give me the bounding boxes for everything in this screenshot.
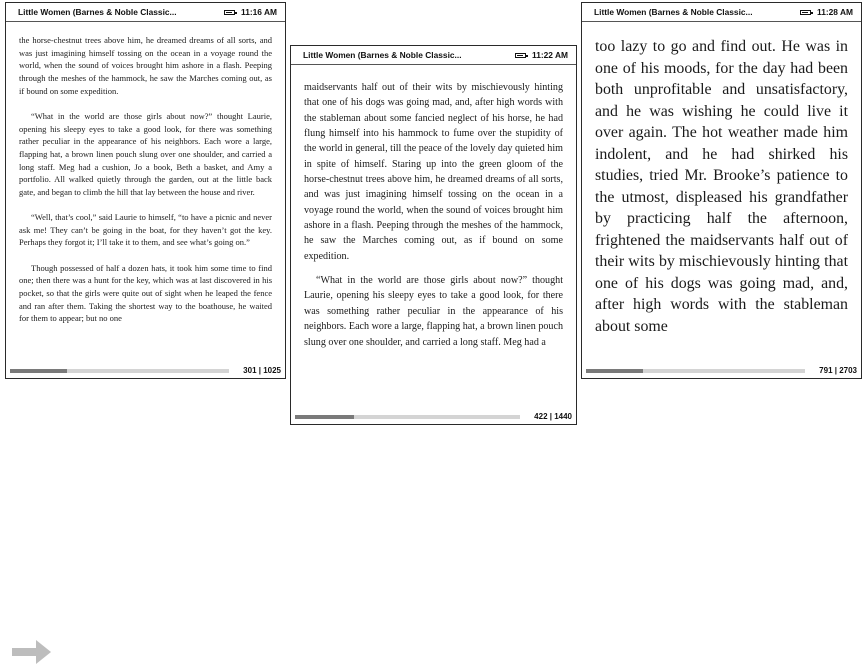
reader-screen-medium-font [290, 45, 577, 425]
page-counter: 301 | 1025 [243, 366, 281, 375]
reading-progress-footer [10, 366, 281, 375]
right-arrow-icon[interactable] [10, 637, 54, 667]
progress-fill [295, 415, 354, 419]
reader-screen-large-font [581, 2, 862, 379]
book-title: Little Women (Barnes & Noble Classic... [18, 7, 177, 17]
paragraph: Though possessed of half a dozen hats, it took him some time to find one; then there was a hunt for the key, which was at last discovered in his pocket, so that the girls were quite out of sight when he leaped the fence and ran after them. Taking the shortest way to the boathouse, he waited for them to appear; but no one [19, 262, 272, 324]
reader-screen-small-font [5, 2, 286, 379]
paragraph: “Well, that’s cool,” said Laurie to himself, “to have a picnic and never ask me! They can’t be going in the boat, for they haven’t got the key. Perhaps they forgot it; I’ll take it to them, and see what’s going on.” [19, 212, 272, 248]
book-text [19, 34, 272, 356]
clock-time: 11:22 AM [532, 50, 568, 60]
book-text [595, 36, 848, 354]
paragraph: the horse-chestnut trees above him, he dreamed dreams of all sorts, and was just imagining himself tossing on the ocean in a voyage round the world, when the sound of voices brought him ashore in a flash. Peeping through the meshes of the hammock, he saw the Marches coming out, as if bound on some expedition. [19, 35, 272, 96]
progress-bar[interactable] [295, 415, 520, 419]
reading-progress-footer [586, 366, 857, 375]
reading-progress-footer [295, 412, 572, 421]
page-counter: 422 | 1440 [534, 412, 572, 421]
book-title: Little Women (Barnes & Noble Classic... [594, 7, 753, 17]
paragraph: maidservants half out of their wits by mischievously hinting that one of his dogs was going mad, and, after high words with the stableman about some fancied neglect of his horse, he had flung himself into his hammock to fume over the stupidity of the world in general, till the peace of the lovely day quieted him in spite of himself. Staring up into the green gloom of the horse-chestnut trees above him, he dreamed dreams of all sorts, and was just imagining himself tossing on the ocean in a voyage round the world, when the sound of voices brought him ashore in a flash. Peeping through the meshes of the hammock, he saw the Marches coming out, as if bound on some expedition. [304, 82, 563, 262]
clock-time: 11:16 AM [241, 7, 277, 17]
progress-bar[interactable] [10, 369, 229, 373]
status-bar [291, 46, 576, 65]
progress-fill [10, 369, 67, 373]
clock-time: 11:28 AM [817, 7, 853, 17]
page-counter: 791 | 2703 [819, 366, 857, 375]
progress-fill [586, 369, 643, 373]
battery-icon [800, 10, 811, 15]
status-bar [6, 3, 285, 22]
book-text [304, 80, 563, 401]
status-bar [582, 3, 861, 22]
battery-icon [515, 53, 526, 58]
paragraph: too lazy to go and find out. He was in one of his moods, for the day had been both unprofitable and unsatisfactory, and he was wishing he could live it over again. The hot weather made him indolent, and he had shirked his studies, tried Mr. Brooke’s patience to the utmost, displeased his grandfather by practicing half the afternoon, frightened the maidservants half out of their wits by mischievously hinting that one of his dogs was going mad, and, after high words with the stableman about some [595, 38, 848, 335]
battery-icon [224, 10, 235, 15]
book-title: Little Women (Barnes & Noble Classic... [303, 50, 462, 60]
paragraph: “What in the world are those girls about now?” thought Laurie, opening his sleepy eyes to take a good look, for there was something rather peculiar in the appearance of his neighbors. Each wore a large, flapping hat, a brown linen pouch slung over one shoulder, and carried a long staff. Meg had a cushion, Jo a book, Beth a basket, and Amy a portfolio. All walked quietly through the garden, out at the little back gate, and began to climb the hill that lay between the house and river. [19, 110, 272, 197]
paragraph: “What in the world are those girls about now?” thought Laurie, opening his sleepy eyes to take a good look, for there was something rather peculiar in the appearance of his neighbors. Each wore a large, flapping hat, a brown linen pouch slung over one shoulder, and carried a long staff. Meg had a [304, 275, 563, 348]
progress-bar[interactable] [586, 369, 805, 373]
